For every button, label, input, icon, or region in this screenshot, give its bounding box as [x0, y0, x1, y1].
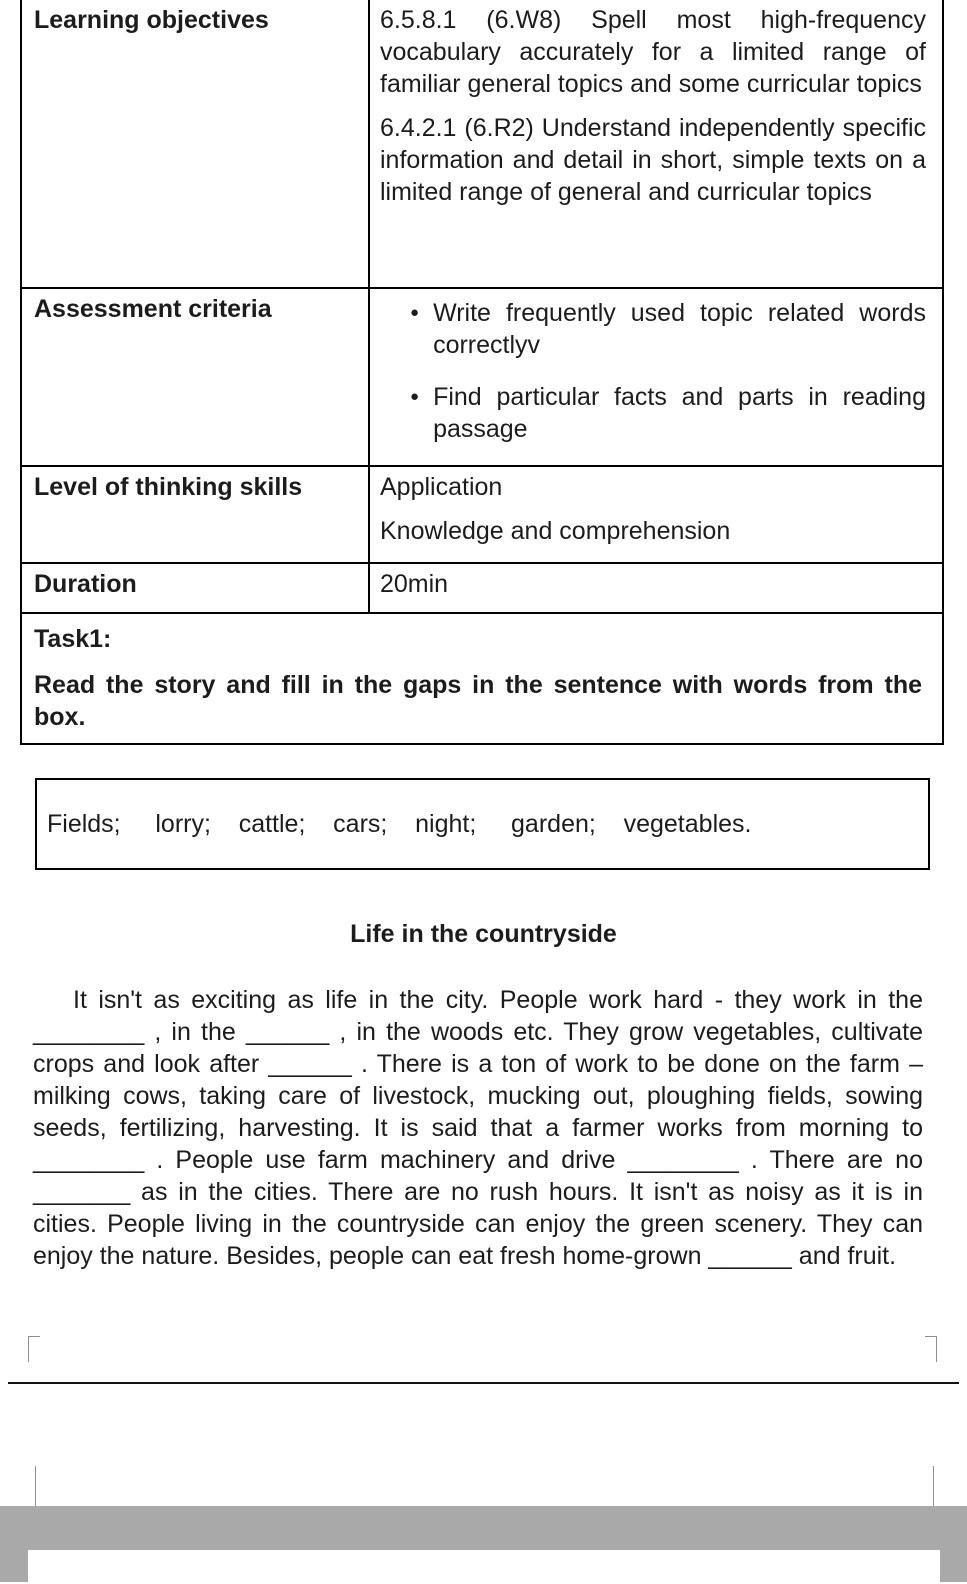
- page-divider-line: [8, 1382, 959, 1384]
- thinking-skills-content: [370, 467, 942, 562]
- lesson-plan-table: [20, 0, 944, 745]
- crop-mark-next-page-right: [933, 1466, 934, 1506]
- word-box-text: Fields; lorry; cattle; cars; night; garden; vegetables.: [47, 810, 752, 838]
- bullet-icon: ●: [410, 304, 420, 321]
- table-row-duration: [22, 564, 942, 614]
- table-row-assessment-criteria: [22, 289, 942, 467]
- assessment-criteria-list: [380, 297, 926, 445]
- learning-objectives-label: Learning objectives: [22, 0, 370, 287]
- list-item: [410, 381, 926, 445]
- list-item: [410, 297, 926, 361]
- crop-mark-bottom-left: [28, 1336, 40, 1362]
- assessment-criteria-label: Assessment criteria: [22, 289, 370, 465]
- bullet-text: Find particular facts and parts in reading passage: [433, 383, 926, 443]
- learning-objectives-content: [370, 0, 942, 287]
- thinking-skills-label: Level of thinking skills: [22, 467, 370, 562]
- task-title: Task1:: [34, 625, 112, 653]
- table-row-learning-objectives: [22, 0, 942, 289]
- duration-content: [370, 564, 942, 612]
- table-row-task: [22, 614, 942, 745]
- duration-label: Duration: [22, 564, 370, 612]
- crop-mark-bottom-right: [925, 1336, 937, 1362]
- thinking-skill-paragraph: Knowledge and comprehension: [380, 517, 731, 545]
- objective-paragraph: 6.5.8.1 (6.W8) Spell most high-frequency vocabulary accurately for a limited range of familiar general topics and some curricular topics: [380, 6, 926, 98]
- duration-value: 20min: [380, 570, 449, 598]
- passage-body: It isn't as exciting as life in the city. People work hard - they work in the ________ , in the ______ , in the woods etc. They grow vegetables, cultivate crops and look after ______ . There is a ton of work to be done on the farm – milking cows, taking care of livestock, mucking out, ploughing fields, sowing seeds, fertilizing, harvesting. It is said that a farmer works from morning to ________ . People use farm machinery and drive ________ . There are no _______ as in the cities. There are no rush hours. It isn't as noisy as it is in cities. People living in the countryside can enjoy the green scenery. They can enjoy the nature. Besides, people can eat fresh home-grown ______ and fruit.: [33, 986, 923, 1270]
- objective-paragraph: 6.4.2.1 (6.R2) Understand independently specific information and detail in short, simple texts on a limited range of general and curricular topics: [380, 114, 926, 206]
- thinking-skill-paragraph: Application: [380, 473, 503, 501]
- bullet-icon: ●: [410, 388, 420, 405]
- word-box: [35, 778, 930, 870]
- next-page-top-edge: [28, 1550, 940, 1582]
- bullet-text: Write frequently used topic related words correctlyv: [433, 299, 926, 359]
- table-row-thinking-skills: [22, 467, 942, 564]
- crop-mark-next-page-left: [35, 1466, 36, 1506]
- assessment-criteria-content: [370, 289, 942, 465]
- passage-title: Life in the countryside: [350, 920, 617, 948]
- task-instruction: Read the story and fill in the gaps in the sentence with words from the box.: [34, 671, 922, 731]
